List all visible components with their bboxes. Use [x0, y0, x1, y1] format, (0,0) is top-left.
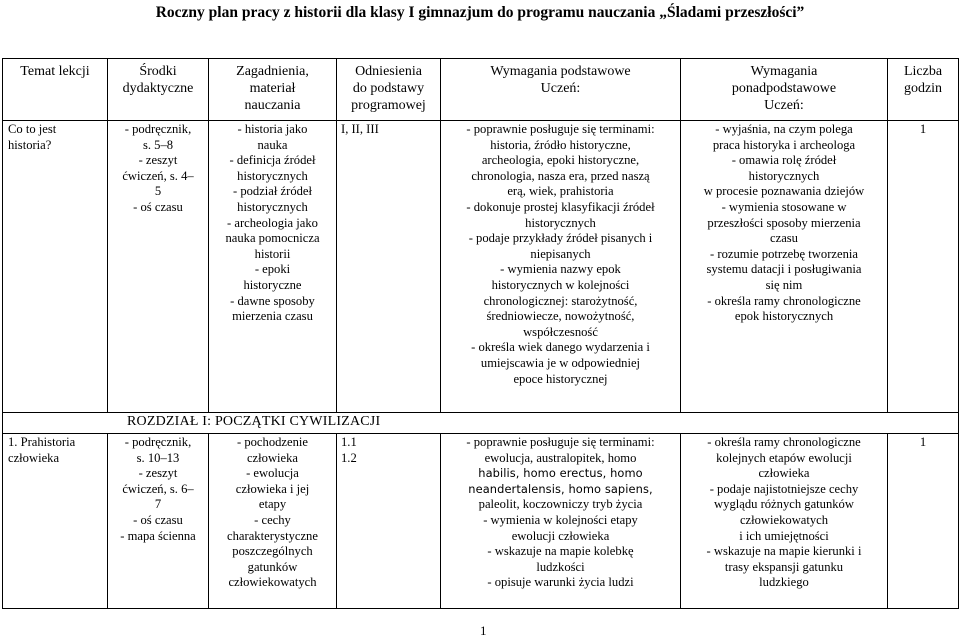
header-hours: Liczba godzin [888, 59, 959, 121]
cell-curriculum-refs: I, II, III [337, 121, 441, 413]
header-teaching-aids: Środki dydaktyczne [108, 59, 209, 121]
cell-lesson: Co to jest historia? [3, 121, 108, 413]
cell-aids: - podręcznik, s. 10–13 - zeszyt ćwiczeń, s. 6– 7 - oś czasu - mapa ścienna [108, 434, 209, 609]
page-number: 1 [480, 623, 487, 638]
header-curriculum-refs: Odniesienia do podstawy programowej [337, 59, 441, 121]
cell-topics: - pochodzenie człowieka - ewolucja człowieka i jej etapy - cechy charakterystyczne poszczególnych gatunków człowiekowatych [209, 434, 337, 609]
header-lesson-topic: Temat lekcji [3, 59, 108, 121]
section-label: ROZDZIAŁ I: POCZĄTKI CYWILIZACJI [127, 414, 381, 429]
cell-hours: 1 [888, 121, 959, 413]
cell-curriculum-refs: 1.1 1.2 [337, 434, 441, 609]
header-row [3, 59, 959, 121]
plan-table [2, 58, 959, 609]
header-topics: Zagadnienia, materiał nauczania [209, 59, 337, 121]
cell-basic-requirements: - poprawnie posługuje się terminami: historia, źródło historyczne, archeologia, epoki historyczne, chronologia, nasza era, przed naszą erą, wiek, prahistoria - dokonuje prostej klasyfikacji źródeł historycznych - podaje przykłady źródeł pisanych i niepisanych - wymienia nazwy epok historycznych w kolejności chronologicznej: starożytność, średniowiecze, nowożytność, współczesność - określa wiek danego wydarzenia i umiejscawia je w odpowiedniej epoce historycznej [441, 121, 681, 413]
page-title: Roczny plan pracy z historii dla klasy I gimnazjum do programu nauczania „Śladami przeszłości” [155, 4, 805, 21]
cell-advanced-requirements: - określa ramy chronologiczne kolejnych etapów ewolucji człowieka - podaje najistotniejsze cechy wyglądu różnych gatunków człowiekowatych i ich umiejętności - wskazuje na mapie kierunki i trasy ekspansji gatunku ludzkiego [681, 434, 888, 609]
cell-basic-requirements: - poprawnie posługuje się terminami: ewolucja, australopitek, homo habilis, homo erectus, homo neandertalensis, homo sapiens, paleolit, koczowniczy tryb życia - wymienia w kolejności etapy ewolucji człowieka - wskazuje na mapie kolebkę ludzkości - opisuje warunki życia ludzi [441, 434, 681, 609]
header-advanced-requirements: Wymagania ponadpodstawowe Uczeń: [681, 59, 888, 121]
cell-topics: - historia jako nauka - definicja źródeł historycznych - podział źródeł historycznych - archeologia jako nauka pomocnicza historii - epoki historyczne - dawne sposoby mierzenia czasu [209, 121, 337, 413]
cell-hours: 1 [888, 434, 959, 609]
header-basic-requirements: Wymagania podstawowe Uczeń: [441, 59, 681, 121]
table-row [3, 121, 959, 413]
table-row [3, 434, 959, 609]
cell-lesson: 1. Prahistoria człowieka [3, 434, 108, 609]
cell-aids: - podręcznik, s. 5–8 - zeszyt ćwiczeń, s. 4– 5 - oś czasu [108, 121, 209, 413]
section-label-cell [3, 413, 959, 434]
section-row [3, 413, 959, 434]
cell-advanced-requirements: - wyjaśnia, na czym polega praca historyka i archeologa - omawia rolę źródeł historycznych w procesie poznawania dziejów - wymienia stosowane w przeszłości sposoby mierzenia czasu - rozumie potrzebę tworzenia systemu datacji i posługiwania się nim - określa ramy chronologiczne epok historycznych [681, 121, 888, 413]
